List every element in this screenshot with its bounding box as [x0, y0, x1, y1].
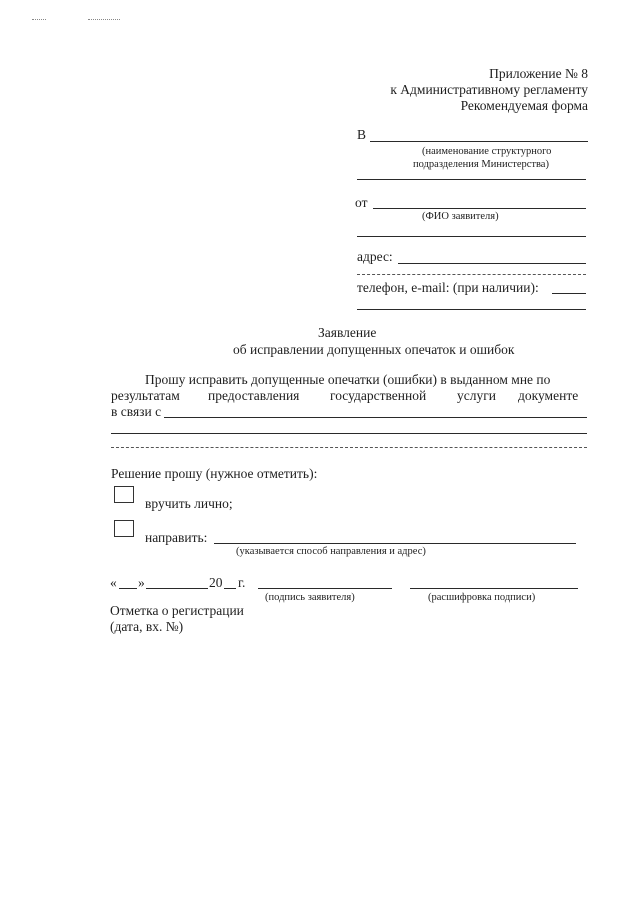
- title-subject: об исправлении допущенных опечаток и ошибок: [233, 342, 515, 357]
- send-caption: (указывается способ направления и адрес): [236, 546, 426, 557]
- header-recommended-form: Рекомендуемая форма: [460, 98, 588, 113]
- to-prefix: В: [357, 127, 367, 142]
- paragraph-line-1: Прошу исправить допущенные опечатки (ошибки) в выданном мне по: [145, 372, 551, 387]
- header-appendix: Приложение № 8: [489, 66, 588, 81]
- reason-line-3: [111, 447, 587, 448]
- to-field-line-2: [357, 179, 586, 180]
- decode-caption: (расшифровка подписи): [428, 592, 536, 603]
- header-regulation: к Административному регламенту: [390, 82, 588, 97]
- date-open-quote: «: [110, 575, 117, 590]
- option-send-label: направить:: [145, 530, 208, 545]
- from-prefix: от: [355, 195, 368, 210]
- address-field-line-2: [357, 274, 586, 275]
- paragraph-word: предоставления: [208, 388, 300, 403]
- reason-line-1: [164, 417, 587, 418]
- date-close-quote: »: [138, 575, 145, 590]
- registration-date-number: (дата, вх. №): [110, 619, 184, 634]
- from-caption: (ФИО заявителя): [422, 211, 499, 222]
- to-caption-2: подразделения Министерства): [413, 159, 549, 170]
- signature-caption: (подпись заявителя): [265, 592, 355, 603]
- title-statement: Заявление: [318, 325, 377, 340]
- decision-label: Решение прошу (нужное отметить):: [111, 466, 318, 481]
- personal-checkbox[interactable]: [114, 486, 134, 503]
- signature-decode-line: [410, 588, 578, 589]
- from-field-line: [373, 208, 586, 209]
- date-day-line: [119, 588, 137, 589]
- applicant-signature-line: [258, 588, 392, 589]
- paragraph-word: результатам: [111, 388, 180, 403]
- address-field-line: [398, 263, 586, 264]
- paragraph-word: государственной: [330, 388, 427, 403]
- paragraph-line-3: в связи с: [111, 404, 162, 419]
- to-caption-1: (наименование структурного: [422, 146, 552, 157]
- option-personal-label: вручить лично;: [145, 496, 233, 511]
- send-method-line: [214, 543, 576, 544]
- phone-field-line-2: [357, 309, 586, 310]
- phone-label: телефон, e-mail: (при наличии):: [357, 280, 539, 295]
- date-month-line: [146, 588, 208, 589]
- paragraph-word: документе: [518, 388, 579, 403]
- send-checkbox[interactable]: [114, 520, 134, 537]
- from-field-line-2: [357, 236, 586, 237]
- reason-line-2: [111, 433, 587, 434]
- paragraph-word: услуги: [457, 388, 496, 403]
- scan-artifact: [88, 19, 120, 20]
- address-label: адрес:: [357, 249, 393, 264]
- year-line: [224, 588, 236, 589]
- scan-artifact: [32, 19, 46, 20]
- to-field-line: [370, 141, 588, 142]
- year-prefix: 20: [209, 575, 223, 590]
- registration-label: Отметка о регистрации: [110, 603, 244, 618]
- year-suffix: г.: [238, 575, 246, 590]
- phone-field-line: [552, 293, 586, 294]
